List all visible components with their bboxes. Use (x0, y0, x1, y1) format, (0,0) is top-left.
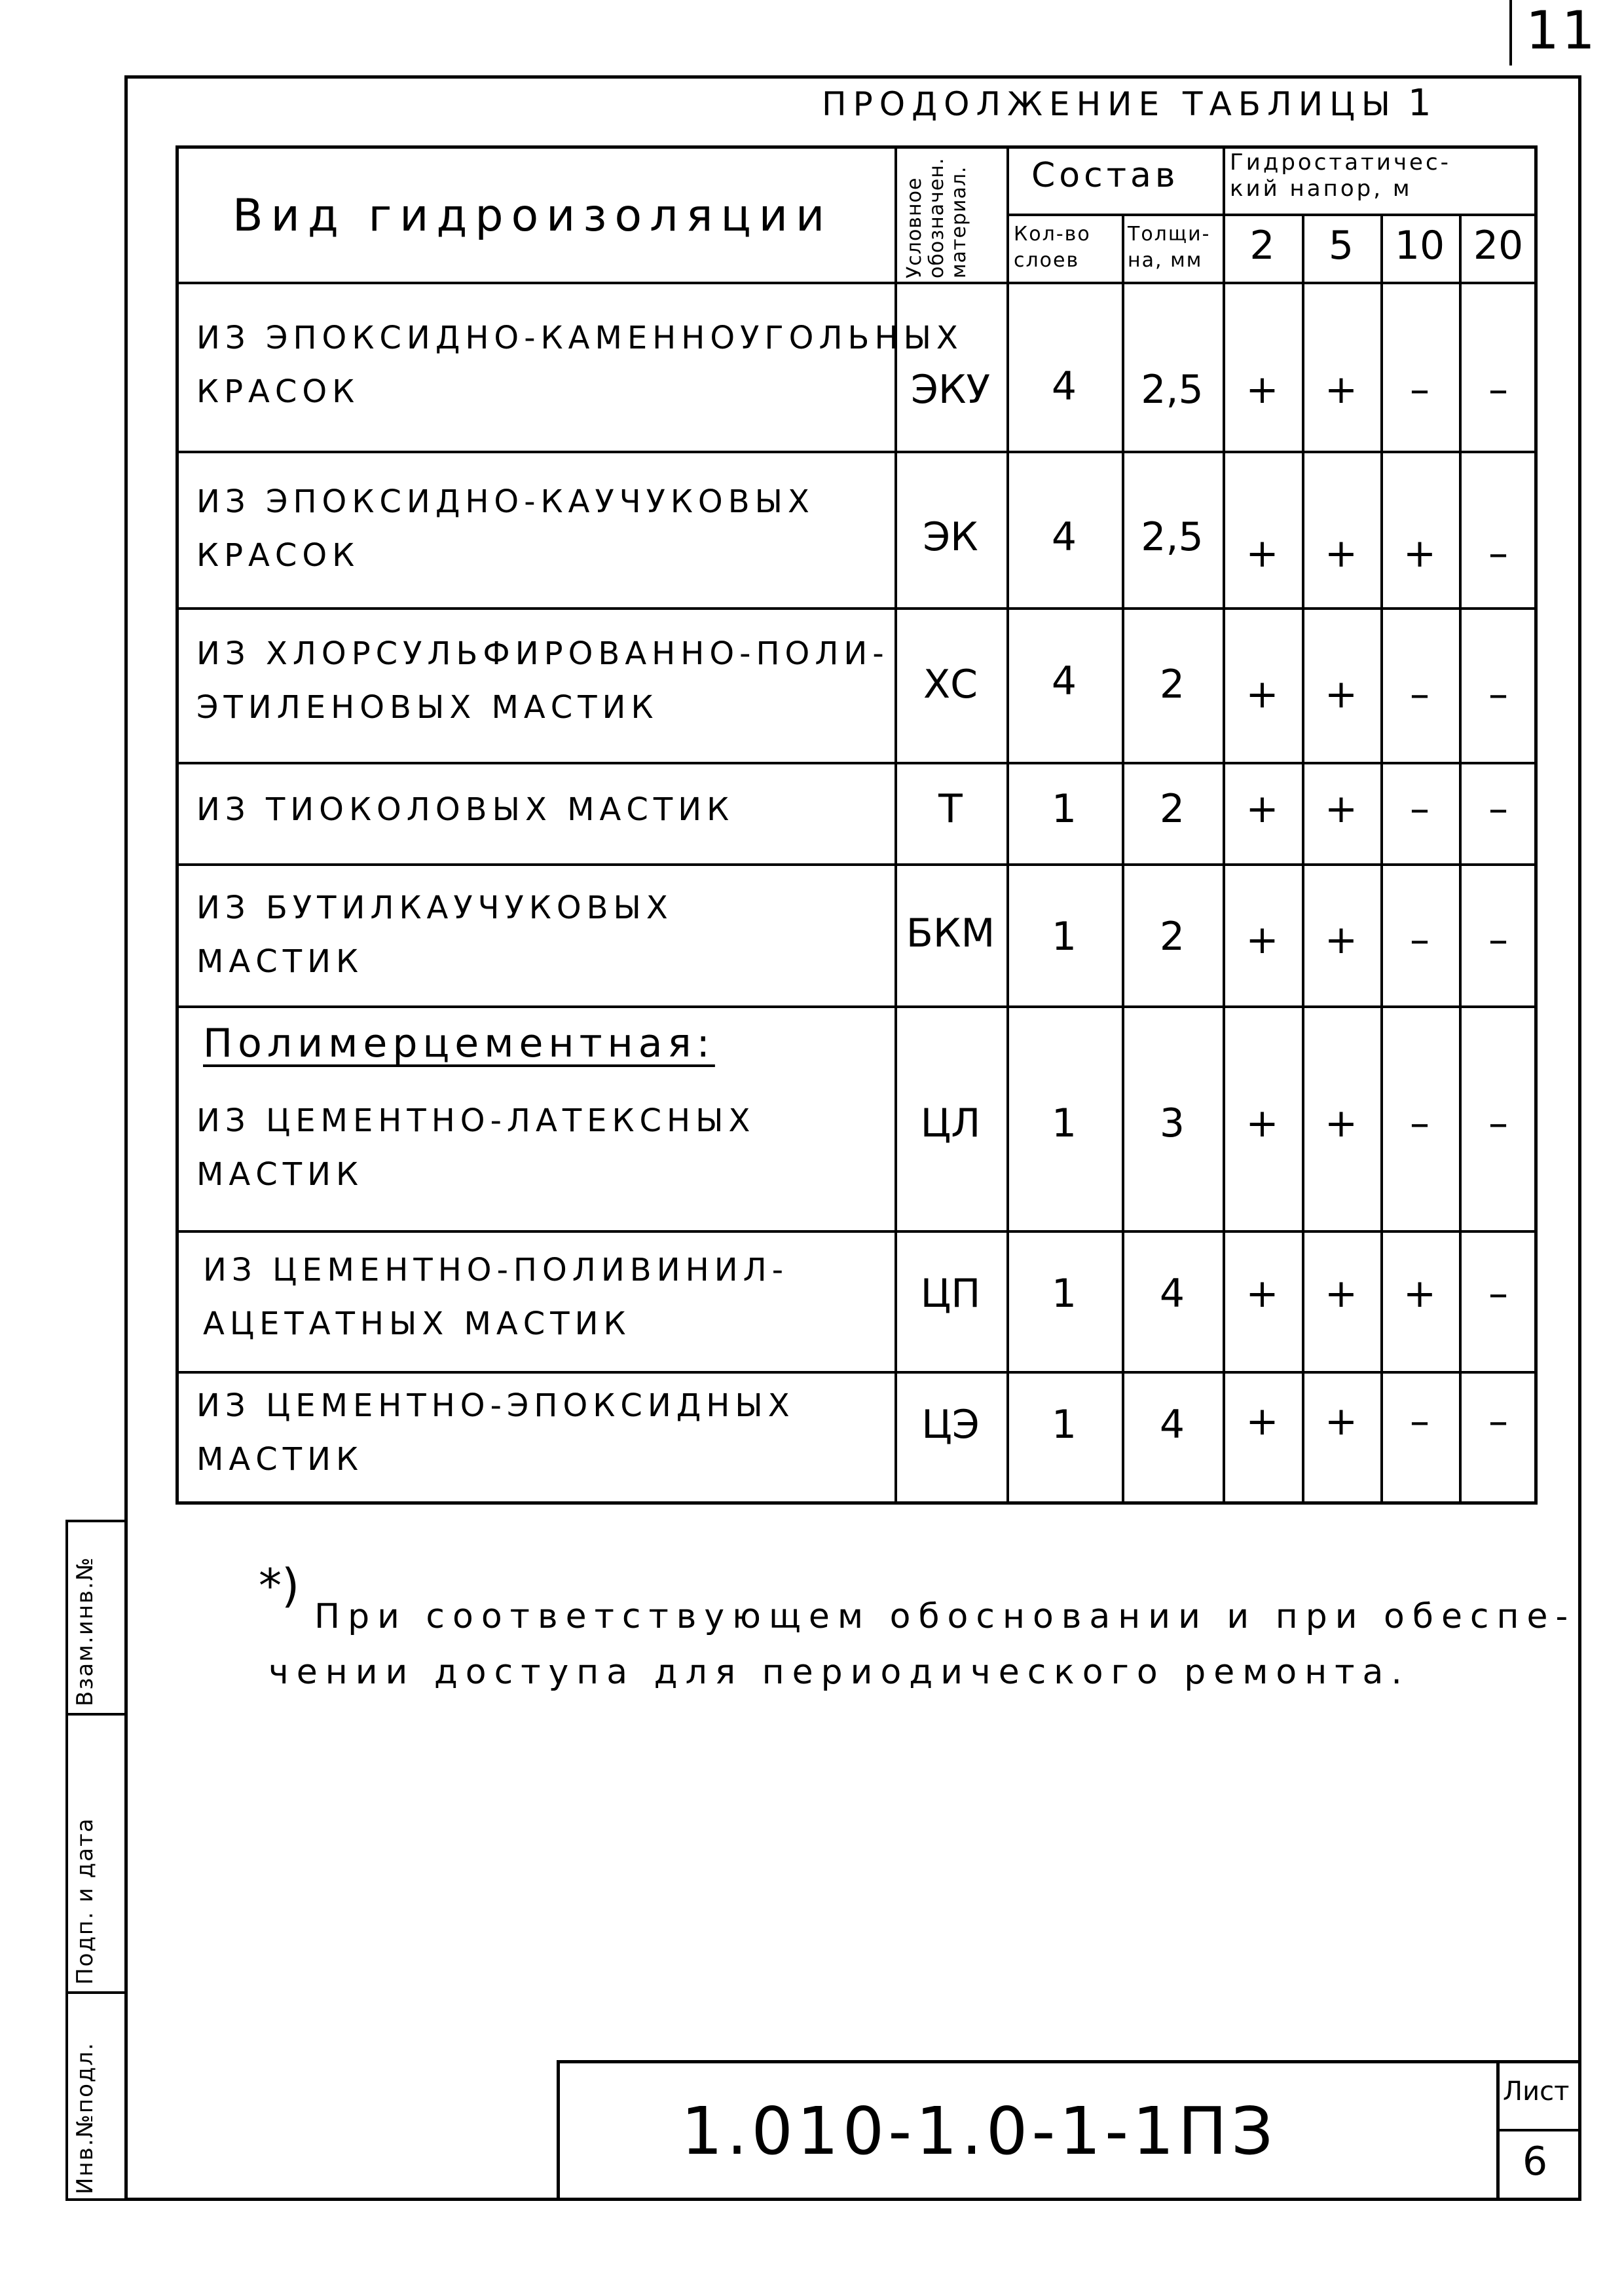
row-line: ИЗ ЭПОКСИДНО-КАУЧУКОВЫХ (196, 483, 815, 520)
row-designation: ЦЭ (921, 1402, 980, 1448)
row-p2: + (1246, 671, 1279, 717)
row-designation: ЦП (920, 1271, 981, 1317)
row-layers: 1 (1051, 914, 1077, 960)
row-designation: Т (938, 786, 963, 832)
row-line: КРАСОК (196, 537, 360, 574)
row-thickness: 2 (1159, 662, 1185, 707)
header-designation-line: Условное (903, 177, 926, 278)
table-row-type (196, 475, 815, 582)
row-divider (175, 1371, 1538, 1374)
row-p20: – (1488, 917, 1508, 963)
row-thickness: 4 (1159, 1402, 1185, 1448)
row-p10: + (1403, 531, 1437, 576)
row-p2: + (1246, 786, 1279, 832)
row-p20: – (1488, 1398, 1508, 1444)
row-divider (175, 607, 1538, 610)
row-p10: – (1410, 786, 1430, 832)
table-row-type (203, 1243, 788, 1351)
row-p20: – (1488, 1100, 1508, 1146)
header-pressure-line: кий напор, м (1230, 176, 1412, 202)
sheet-box-divider (1496, 2129, 1581, 2131)
row-designation: БКМ (906, 910, 995, 956)
top-number-divider (1509, 0, 1512, 66)
header-thickness-line: на, мм (1128, 249, 1203, 272)
row-divider (175, 1230, 1538, 1233)
row-line: МАСТИК (196, 1156, 364, 1193)
page-number-top: 11 (1526, 0, 1598, 61)
row-p5: + (1324, 531, 1358, 576)
table-row-type (196, 881, 673, 988)
row-line: ИЗ ЦЕМЕНТНО-ПОЛИВИНИЛ- (203, 1252, 789, 1288)
table-row-type (196, 1094, 755, 1201)
row-p5: + (1324, 1271, 1358, 1317)
row-p20: – (1488, 531, 1508, 576)
row-p2: + (1246, 1398, 1279, 1444)
header-layers-line: слоев (1014, 249, 1080, 272)
row-thickness: 4 (1159, 1271, 1185, 1317)
row-divider (175, 762, 1538, 764)
row-p2: + (1246, 917, 1279, 963)
row-layers: 1 (1051, 1402, 1077, 1448)
margin-inv-original: Инв.№подл. (72, 2042, 98, 2194)
row-line: ИЗ ЦЕМЕНТНО-ЭПОКСИДНЫХ (196, 1387, 795, 1424)
table-row-type (196, 783, 734, 836)
row-p10: + (1403, 1271, 1437, 1317)
row-designation: ХС (923, 662, 978, 707)
row-p20: – (1488, 671, 1508, 717)
row-line: ИЗ БУТИЛКАУЧУКОВЫХ (196, 890, 673, 926)
header-thickness-line: Толщи- (1128, 223, 1211, 246)
table-row-type (196, 311, 963, 419)
row-p5: + (1324, 786, 1358, 832)
row-p10: – (1410, 1398, 1430, 1444)
table-caption-number: 1 (1408, 82, 1431, 124)
pressure-5: 5 (1328, 223, 1354, 269)
row-thickness: 2,5 (1141, 514, 1204, 560)
row-thickness: 3 (1159, 1100, 1185, 1146)
margin-divider (65, 1713, 124, 1716)
header-pressure-line: Гидростатичес- (1230, 149, 1451, 176)
row-line: ИЗ ЭПОКСИДНО-КАМЕННОУГОЛЬНЫХ (196, 320, 963, 356)
table-row-type (196, 627, 889, 734)
row-layers: 4 (1051, 658, 1077, 704)
footnote-line-2: чении доступа для периодического ремонта. (268, 1653, 1410, 1692)
row-line: ЭТИЛЕНОВЫХ МАСТИК (196, 689, 659, 726)
pressure-2: 2 (1249, 223, 1275, 269)
row-designation: ЭК (923, 514, 978, 560)
header-composition: Состав (1031, 156, 1179, 195)
header-layers-line: Кол-во (1014, 223, 1091, 246)
row-p10: – (1410, 917, 1430, 963)
row-p2: + (1246, 1271, 1279, 1317)
section-heading-polymer-cement: Полимерцементная: (203, 1021, 715, 1066)
sheet-label: Лист (1503, 2076, 1570, 2107)
row-p5: + (1324, 367, 1358, 413)
margin-sign-date: Подп. и дата (72, 1817, 98, 1985)
row-line: ИЗ ЦЕМЕНТНО-ЛАТЕКСНЫХ (196, 1102, 756, 1139)
sheet-number: 6 (1522, 2139, 1548, 2185)
row-p5: + (1324, 917, 1358, 963)
row-divider (175, 1005, 1538, 1008)
row-divider (175, 863, 1538, 866)
row-p20: – (1488, 367, 1508, 413)
footnote-line-1: При соответствующем обосновании и при обеспе- (314, 1597, 1576, 1636)
row-p5: + (1324, 1100, 1358, 1146)
document-code: 1.010-1.0-1-1ПЗ (681, 2093, 1278, 2169)
margin-inv-replace: Взам.инв.№ (72, 1556, 98, 1706)
row-designation: ЭКУ (910, 367, 991, 413)
row-layers: 4 (1051, 364, 1077, 409)
row-line: КРАСОК (196, 373, 360, 410)
header-subdivider (1006, 214, 1538, 216)
row-line: МАСТИК (196, 943, 364, 980)
pressure-20: 20 (1473, 223, 1524, 269)
header-pressure (1230, 149, 1451, 202)
row-p10: – (1410, 1100, 1430, 1146)
row-thickness: 2 (1159, 786, 1185, 832)
footnote-mark: *) (259, 1559, 300, 1613)
margin-divider (65, 1991, 124, 1994)
row-line: МАСТИК (196, 1441, 364, 1478)
header-designation (904, 158, 970, 279)
row-layers: 4 (1051, 514, 1077, 560)
row-p5: + (1324, 671, 1358, 717)
header-designation-line: обозначен. (925, 157, 948, 278)
table-caption: ПРОДОЛЖЕНИЕ ТАБЛИЦЫ (822, 85, 1397, 123)
header-thickness (1128, 221, 1210, 274)
pressure-10: 10 (1394, 223, 1445, 269)
margin-divider (65, 2198, 124, 2201)
row-p10: – (1410, 671, 1430, 717)
row-p20: – (1488, 786, 1508, 832)
header-designation-line: материал. (948, 166, 970, 278)
row-layers: 1 (1051, 1100, 1077, 1146)
row-p10: – (1410, 367, 1430, 413)
header-type: Вид гидроизоляции (232, 190, 833, 242)
row-p2: + (1246, 367, 1279, 413)
margin-divider (65, 1520, 124, 1522)
header-bottom-line (175, 282, 1538, 284)
row-layers: 1 (1051, 1271, 1077, 1317)
row-line: АЦЕТАТНЫХ МАСТИК (203, 1305, 631, 1342)
row-line: ИЗ ХЛОРСУЛЬФИРОВАННО-ПОЛИ- (196, 635, 889, 672)
row-thickness: 2 (1159, 914, 1185, 960)
row-designation: ЦЛ (920, 1100, 981, 1146)
row-thickness: 2,5 (1141, 367, 1204, 413)
row-p2: + (1246, 1100, 1279, 1146)
row-line: ИЗ ТИОКОЛОВЫХ МАСТИК (196, 791, 735, 828)
row-layers: 1 (1051, 786, 1077, 832)
header-layers (1014, 221, 1091, 274)
row-p2: + (1246, 531, 1279, 576)
row-p20: – (1488, 1271, 1508, 1317)
table-row-type (196, 1379, 795, 1486)
row-p5: + (1324, 1398, 1358, 1444)
row-divider (175, 451, 1538, 453)
